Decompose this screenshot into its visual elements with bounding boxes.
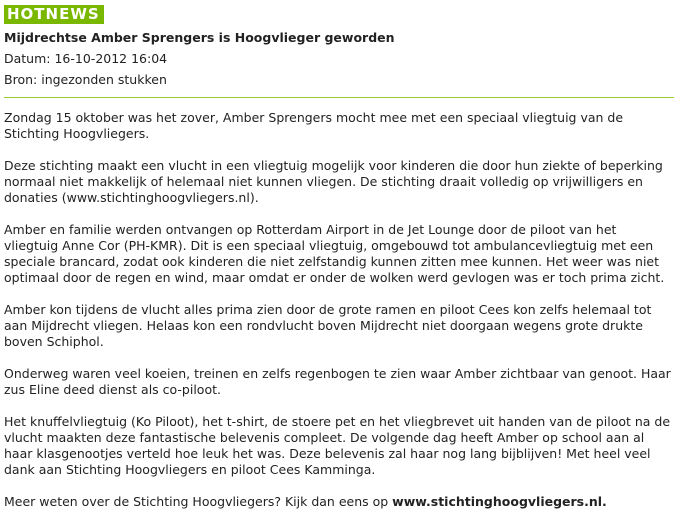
source-label: Bron:	[4, 72, 38, 87]
source-value: ingezonden stukken	[41, 72, 167, 87]
article-body	[4, 110, 674, 510]
closing-paragraph	[4, 494, 674, 510]
header-divider	[4, 97, 674, 98]
date-row	[4, 50, 674, 67]
paragraph-3: Amber en familie werden ontvangen op Rotterdam Airport in de Jet Lounge door de piloot van het vliegtuig Anne Cor (PH-KMR). Dit is een speciaal vliegtuig, omgebouwd tot ambulancevliegtuig met een speciale brancard, zodat ook kinderen die niet zelfstandig kunnen zitten mee kunnen. Het weer was niet optimaal door de regen en wind, maar omdat er onder de wolken werd gevlogen was er toch prima zicht.	[4, 222, 665, 285]
paragraph-6: Het knuffelvliegtuig (Ko Piloot), het t-shirt, de stoere pet en het vliegbrevet uit handen van de piloot na de vlucht maakten deze fantastische belevenis compleet. De volgende dag heeft Amber op school aan al haar klasgenootjes verteld hoe leuk het was. Deze belevenis zal haar nog lang bijblijven! Met heel veel dank aan Stichting Hoogvliegers en piloot Cees Kamminga.	[4, 414, 671, 477]
paragraph-4: Amber kon tijdens de vlucht alles prima zien door de grote ramen en piloot Cees kon zelfs helemaal tot aan Mijdrecht vliegen. Helaas kon een rondvlucht boven Mijdrecht niet doorgaan wegens grote drukte boven Schiphol.	[4, 302, 652, 349]
foundation-link[interactable]: www.stichtinghoogvliegers.nl.	[392, 494, 607, 509]
hotnews-logo: HOTNEWS	[4, 5, 104, 24]
closing-text: Meer weten over de Stichting Hoogvliegers? Kijk dan eens op	[4, 494, 393, 509]
article-meta	[4, 50, 674, 88]
date-label: Datum:	[4, 51, 51, 66]
date-value: 16-10-2012 16:04	[54, 51, 168, 66]
article-headline: Mijdrechtse Amber Sprengers is Hoogvlieger geworden	[4, 30, 395, 45]
news-article-container	[4, 4, 674, 526]
paragraph-1: Zondag 15 oktober was het zover, Amber Sprengers mocht mee met een speciaal vliegtuig van de Stichting Hoogvliegers.	[4, 110, 624, 141]
paragraph-5: Onderweg waren veel koeien, treinen en zelfs regenbogen te zien waar Amber zichtbaar van genoot. Haar zus Eline deed dienst als co-piloot.	[4, 366, 671, 397]
paragraph-2: Deze stichting maakt een vlucht in een vliegtuig mogelijk voor kinderen die door hun ziekte of beperking normaal niet makkelijk of helemaal niet kunnen vliegen. De stichting draait volledig op vrijwilligers en donaties (www.stichtinghoogvliegers.nl).	[4, 158, 663, 205]
source-row	[4, 71, 674, 88]
